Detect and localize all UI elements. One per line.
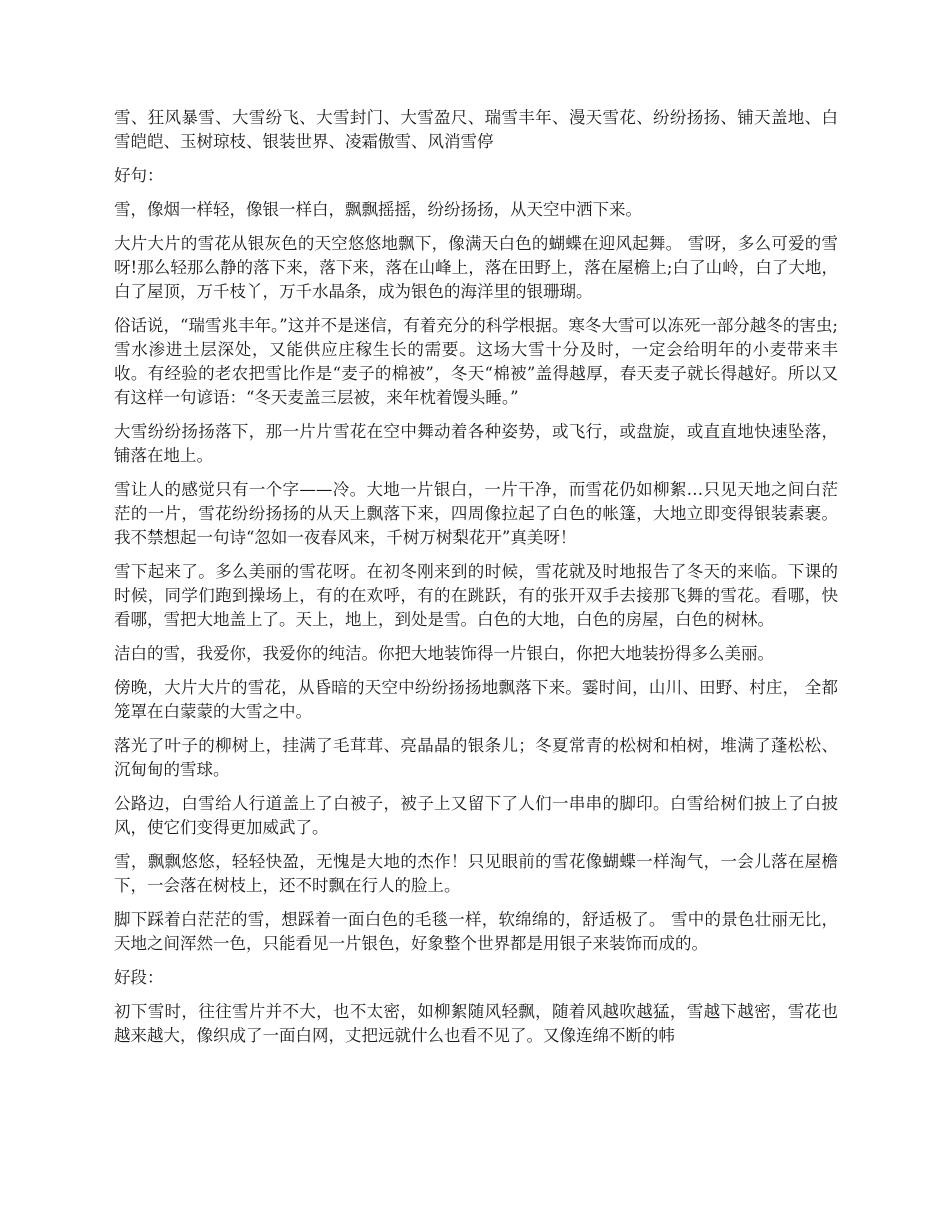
paragraph: 大雪纷纷扬扬落下，那一片片雪花在空中舞动着各种姿势，或飞行，或盘旋，或直直地快速坠落，铺落在地上。 bbox=[114, 422, 838, 465]
heading-good-sentences: 好句： bbox=[114, 166, 164, 185]
paragraph: 雪让人的感觉只有一个字——冷。大地一片银白，一片干净，而雪花仍如柳絮…只见天地之间白茫茫的一片，雪花纷纷扬扬的从天上飘落下来，四周像拉起了白色的帐篷，大地立即变得银装素裹。我不禁想起一句诗“忽如一夜春风来，千树万树梨花开”真美呀！ bbox=[114, 480, 838, 547]
paragraph: 雪，飘飘悠悠，轻轻快盈，无愧是大地的杰作！只见眼前的雪花像蝴蝶一样淘气，一会儿落在屋檐下，一会落在树枝上，还不时飘在行人的脸上。 bbox=[114, 852, 838, 895]
paragraph: 大片大片的雪花从银灰色的天空悠悠地飘下，像满天白色的蝴蝶在迎风起舞。 雪呀，多么可爱的雪呀!那么轻那么静的落下来，落下来，落在山峰上，落在田野上，落在屋檐上;白了山岭，白了大地，白了屋顶，万千枝丫，万千水晶条，成为银色的海洋里的银珊瑚。 bbox=[114, 234, 838, 301]
paragraph: 初下雪时，往往雪片并不大，也不太密，如柳絮随风轻飘，随着风越吹越猛，雪越下越密，雪花也越来越大，像织成了一面白网，丈把远就什么也看不见了。又像连绵不断的帏 bbox=[114, 1002, 838, 1045]
paragraph: 雪，像烟一样轻，像银一样白，飘飘摇摇，纷纷扬扬，从天空中洒下来。 bbox=[114, 200, 642, 219]
paragraph: 雪下起来了。多么美丽的雪花呀。在初冬刚来到的时候，雪花就及时地报告了冬天的来临。下课的时候，同学们跑到操场上，有的在欢呼，有的在跳跃，有的张开双手去接那飞舞的雪花。看哪，快看哪，雪把大地盖上了。天上，地上，到处是雪。白色的大地，白色的房屋，白色的树林。 bbox=[114, 562, 838, 629]
heading-good-paragraphs: 好段： bbox=[114, 968, 164, 987]
paragraph: 俗话说，“瑞雪兆丰年。”这并不是迷信，有着充分的科学根据。寒冬大雪可以冻死一部分越冬的害虫;雪水渗进土层深处，又能供应庄稼生长的需要。这场大雪十分及时，一定会给明年的小麦带来丰收。有经验的老农把雪比作是“麦子的棉被”，冬天“棉被”盖得越厚，春天麦子就长得越好。所以又有这样一句谚语：“冬天麦盖三层被，来年枕着馒头睡。” bbox=[114, 316, 838, 407]
paragraph-snow-words: 雪、狂风暴雪、大雪纷飞、大雪封门、大雪盈尺、瑞雪丰年、漫天雪花、纷纷扬扬、铺天盖地、白雪皑皑、玉树琼枝、银装世界、凌霜傲雪、风消雪停 bbox=[114, 108, 838, 151]
paragraph: 落光了叶子的柳树上，挂满了毛茸茸、亮晶晶的银条儿；冬夏常青的松树和柏树，堆满了蓬松松、沉甸甸的雪球。 bbox=[114, 736, 838, 779]
paragraph: 公路边，白雪给人行道盖上了白被子，被子上又留下了人们一串串的脚印。白雪给树们披上了白披风，使它们变得更加威武了。 bbox=[114, 794, 838, 837]
paragraph: 傍晚，大片大片的雪花，从昏暗的天空中纷纷扬扬地飘落下来。霎时间，山川、田野、村庄， 全都笼罩在白蒙蒙的大雪之中。 bbox=[114, 678, 838, 721]
paragraph: 脚下踩着白茫茫的雪，想踩着一面白色的毛毯一样，软绵绵的，舒适极了。 雪中的景色壮丽无比，天地之间浑然一色，只能看见一片银色，好象整个世界都是用银子来装饰而成的。 bbox=[114, 910, 838, 953]
paragraph: 洁白的雪，我爱你，我爱你的纯洁。你把大地装饰得一片银白，你把大地装扮得多么美丽。 bbox=[114, 644, 774, 663]
document-body bbox=[114, 106, 838, 1058]
